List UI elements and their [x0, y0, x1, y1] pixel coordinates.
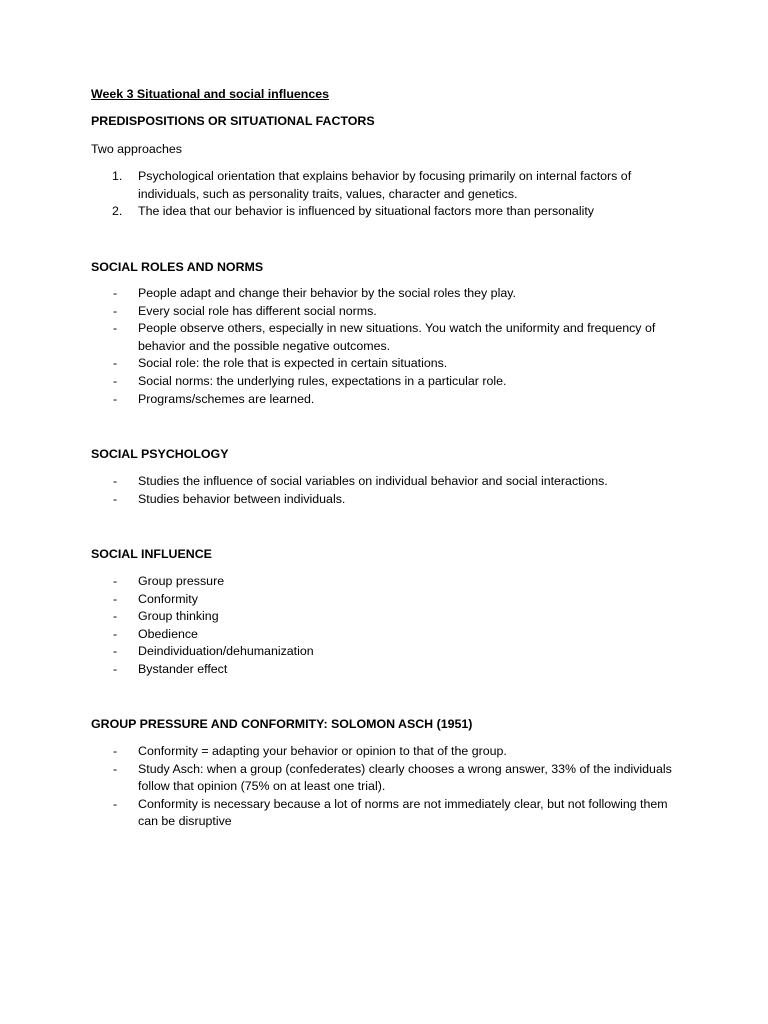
bullet-dash: - [113, 574, 118, 588]
bullet-list [91, 743, 691, 831]
list-item-text: Social role: the role that is expected in certain situations. [138, 356, 448, 371]
list-item [91, 761, 691, 796]
list-item [91, 355, 691, 373]
bullet-list [91, 473, 691, 508]
list-item [91, 573, 691, 591]
list-item-text: Conformity is necessary because a lot of norms are not immediately clear, but not following them can be disruptive [138, 796, 668, 829]
list-item [91, 473, 691, 491]
list-item [91, 303, 691, 321]
list-item [91, 203, 691, 221]
list-item [91, 661, 691, 679]
bullet-list [91, 573, 691, 679]
section-heading-social-roles: SOCIAL ROLES AND NORMS [91, 260, 264, 274]
list-item-text: The idea that our behavior is influenced by situational factors more than personality [138, 204, 594, 219]
list-item-text: People observe others, especially in new situations. You watch the uniformity and frequency of behavior and the possible negative outcomes. [138, 321, 656, 353]
bullet-dash: - [113, 661, 118, 676]
list-item-text: Obedience [138, 626, 198, 641]
bullet-dash: - [113, 356, 118, 371]
bullet-dash: - [113, 491, 118, 506]
bullet-dash: - [113, 286, 118, 300]
bullet-dash: - [113, 591, 118, 606]
list-item [91, 743, 691, 761]
section-heading-predispositions: PREDISPOSITIONS OR SITUATIONAL FACTORS [91, 114, 375, 128]
section-heading-social-influence: SOCIAL INFLUENCE [91, 547, 212, 561]
list-item [91, 168, 691, 203]
list-item-text: Study Asch: when a group (confederates) clearly chooses a wrong answer, 33% of the individuals follow that opinion (75% on at least one trial). [138, 761, 672, 794]
bullet-dash: - [113, 303, 118, 318]
list-item [91, 608, 691, 626]
list-item-text: Every social role has different social norms. [138, 303, 377, 318]
bullet-dash: - [113, 321, 118, 336]
list-item [91, 373, 691, 391]
list-item-text: Conformity = adapting your behavior or opinion to that of the group. [138, 744, 507, 758]
numbered-list [91, 168, 691, 221]
list-item-text: Psychological orientation that explains behavior by focusing primarily on internal factors of individuals, such as personality traits, values, character and genetics. [138, 169, 632, 201]
list-number: 1. [112, 169, 123, 183]
list-item [91, 491, 691, 509]
list-item [91, 320, 691, 355]
bullet-dash: - [113, 391, 118, 406]
list-item-text: Social norms: the underlying rules, expectations in a particular role. [138, 373, 507, 388]
bullet-dash: - [113, 609, 118, 624]
list-item-text: Programs/schemes are learned. [138, 391, 315, 406]
bullet-dash: - [113, 796, 118, 811]
list-item [91, 626, 691, 644]
bullet-dash: - [113, 474, 118, 488]
list-item [91, 643, 691, 661]
list-item-text: Conformity [138, 591, 198, 606]
bullet-dash: - [113, 761, 118, 776]
section-intro: Two approaches [91, 142, 182, 156]
list-item [91, 391, 691, 409]
bullet-dash: - [113, 744, 118, 758]
list-number: 2. [112, 204, 123, 219]
bullet-dash: - [113, 373, 118, 388]
list-item [91, 285, 691, 303]
document-title: Week 3 Situational and social influences [91, 87, 330, 101]
list-item-text: Studies the influence of social variables on individual behavior and social interactions. [138, 474, 608, 488]
list-item-text: Studies behavior between individuals. [138, 491, 346, 506]
list-item [91, 591, 691, 609]
list-item-text: Group thinking [138, 609, 219, 624]
list-item-text: Bystander effect [138, 661, 228, 676]
section-heading-social-psychology: SOCIAL PSYCHOLOGY [91, 447, 229, 461]
list-item-text: Deindividuation/dehumanization [138, 644, 314, 659]
section-heading-group-pressure: GROUP PRESSURE AND CONFORMITY: SOLOMON ASCH (1951) [91, 717, 473, 731]
bullet-dash: - [113, 644, 118, 659]
list-item [91, 796, 691, 831]
list-item-text: People adapt and change their behavior by the social roles they play. [138, 286, 516, 300]
bullet-list [91, 285, 691, 408]
list-item-text: Group pressure [138, 574, 225, 588]
bullet-dash: - [113, 626, 118, 641]
